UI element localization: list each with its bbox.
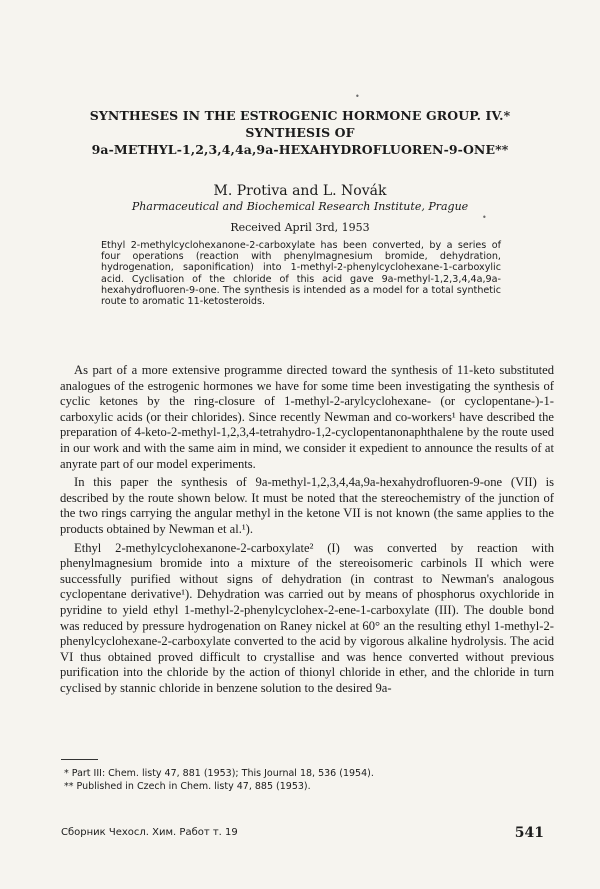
title-line: SYNTHESES IN THE ESTROGENIC HORMONE GROUP. IV.*: [89, 108, 511, 123]
page-footer: [61, 825, 544, 841]
paragraph: As part of a more extensive programme directed toward the synthesis of 11-keto substituted analogues of the estrogenic hormones we have for some time been investigating the synthesis of cyclic ketones by the ring-closure of 1-methyl-2-arylcyclohexane- (or cyclopentane-)-1-carboxylic acids (or their chlorides). Since recently Newman and co-workers¹ have described the preparation of 4-keto-2-methyl-1,2,3,4-tetrahydro-1,2-cyclopentanonaphthalene by the route used in our work and with the same aim in mind, we consider it expedient to announce the results of at anyrate part of our model experiments.: [60, 363, 554, 471]
article-title: [0, 107, 600, 158]
authors: M. Protiva and L. Novák: [213, 183, 387, 199]
footnotes: [64, 767, 504, 793]
paragraph: In this paper the synthesis of 9a-methyl-1,2,3,4,4a,9a-hexahydrofluoren-9-one (VII) is described by the route shown below. It must be noted that the stereochemistry of the junction of the two rings carrying the angular methyl in the ketone VII is not known (the same applies to the products obtained by Newman et al.¹).: [60, 475, 554, 536]
journal-name: Сборник Чехосл. Хим. Работ т. 19: [61, 827, 238, 838]
footnote: ** Published in Czech in Chem. listy 47, 885 (1953).: [64, 781, 311, 792]
page-number: 541: [514, 825, 544, 841]
title-line: SYNTHESIS OF: [245, 125, 355, 140]
institution: Pharmaceutical and Biochemical Research Institute, Prague: [131, 200, 469, 213]
body-text: [60, 363, 554, 696]
footnote-rule: [61, 759, 98, 760]
paragraph: Ethyl 2-methylcyclohexanone-2-carboxylate² (I) was converted by reaction with phenylmagnesium bromide into a mixture of the stereoisomeric carbinols II which were successfully purified without signs of dehydration (in contrast to Newman's analogous cyclopentane derivative¹). Dehydration was carried out by means of phosphorus oxychloride in pyridine to yield ethyl 1-methyl-2-phenylcyclohex-2-ene-1-carboxylate (III). The double bond was reduced by pressure hydrogenation on Raney nickel at 60° an the resulting ethyl 1-methyl-2-phenylcyclohexane-2-carboxylate converted to the acid by vigorous alkaline hydrolysis. The acid VI thus obtained proved difficult to crystallise and was hence converted without previous purification into the chloride by the action of thionyl chloride in ether, and the chloride in turn cyclised by stannic chloride in benzene solution to the desired 9a-: [60, 540, 554, 695]
print-speck: •: [482, 213, 487, 222]
print-speck: •: [355, 92, 360, 101]
abstract: Ethyl 2-methylcyclohexanone-2-carboxylate has been converted, by a series of four operations (reaction with phenylmagnesium bromide, dehydration, hydrogenation, saponification) into 1-methyl-2-phenylcyclohexane-1-carboxylic acid. Cyclisation of the chloride of this acid gave 9a-methyl-1,2,3,4,4a,9a-hexahydrofluoren-9-one. The synthesis is intended as a model for a total synthetic route to aromatic 11-ketosteroids.: [101, 240, 501, 308]
footnote: * Part III: Chem. listy 47, 881 (1953); This Journal 18, 536 (1954).: [64, 768, 374, 779]
received-date: Received April 3rd, 1953: [230, 221, 370, 234]
title-line: 9a-METHYL-1,2,3,4,4a,9a-HEXAHYDROFLUOREN-9-ONE**: [91, 142, 509, 157]
